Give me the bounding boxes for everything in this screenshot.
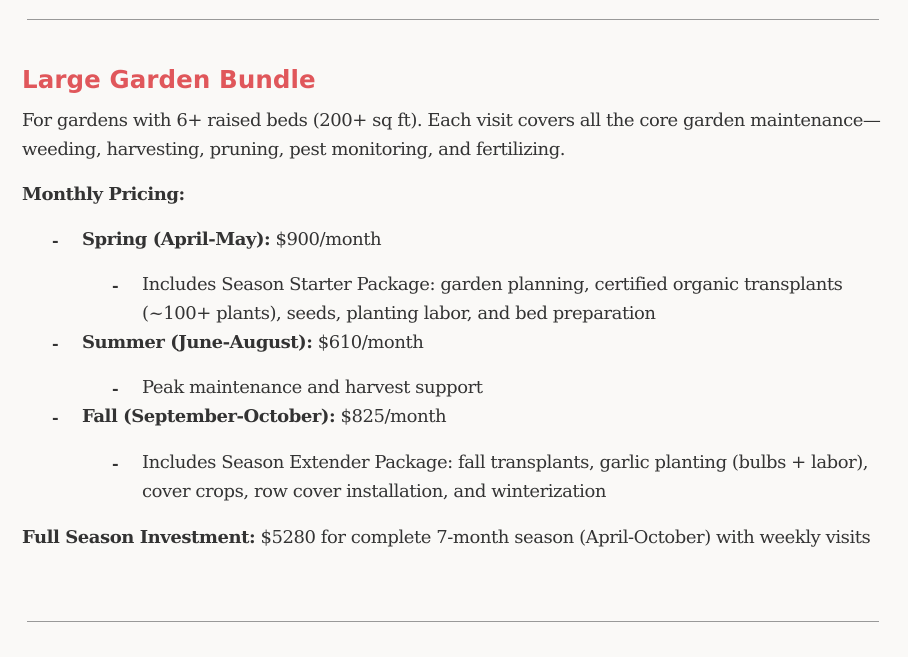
bullet-dash: - [52,334,59,353]
total-label: Full Season Investment: [22,527,256,548]
tier-name: Summer (June-August): [82,332,313,353]
tier-details [82,373,888,402]
bullet-dash: - [52,231,59,250]
tier-detail [82,373,888,402]
bullet-dash: - [52,408,59,427]
bullet-dash: - [112,454,119,473]
bullet-dash: - [112,276,119,295]
pricing-tier-fall [22,402,888,506]
tier-details [82,448,888,506]
bullet-dash: - [112,379,119,398]
tier-detail-text: Includes Season Extender Package: fall transplants, garlic planting (bulbs + labor), cover crops, row cover installation, and winterization [142,452,869,502]
tier-name: Spring (April-May): [82,229,271,250]
top-divider [27,19,879,20]
pricing-tier-summer [22,328,888,402]
tier-detail-text: Includes Season Starter Package: garden planning, certified organic transplants (~100+ plants), seeds, planting labor, and bed preparation [142,274,843,324]
pricing-tier-spring [22,225,888,328]
tier-price: $900/month [275,229,382,250]
bundle-title: Large Garden Bundle [22,65,316,94]
bundle-section [22,62,888,552]
pricing-label: Monthly Pricing: [22,184,185,205]
tier-detail-text: Peak maintenance and harvest support [142,377,483,398]
total-text: $5280 for complete 7-month season (April-October) with weekly visits [260,527,871,548]
tier-detail [82,448,888,506]
tier-details [82,270,888,328]
tier-detail [82,270,888,328]
bottom-divider [27,621,879,622]
tier-price: $825/month [340,406,447,427]
pricing-list [22,225,888,506]
full-season-total [22,523,888,552]
tier-price: $610/month [317,332,424,353]
pricing-heading [22,180,888,209]
bundle-description: For gardens with 6+ raised beds (200+ sq ft). Each visit covers all the core garden maintenance—weeding, harvesting, pruning, pest monitoring, and fertilizing. [22,110,881,160]
tier-name: Fall (September-October): [82,406,336,427]
